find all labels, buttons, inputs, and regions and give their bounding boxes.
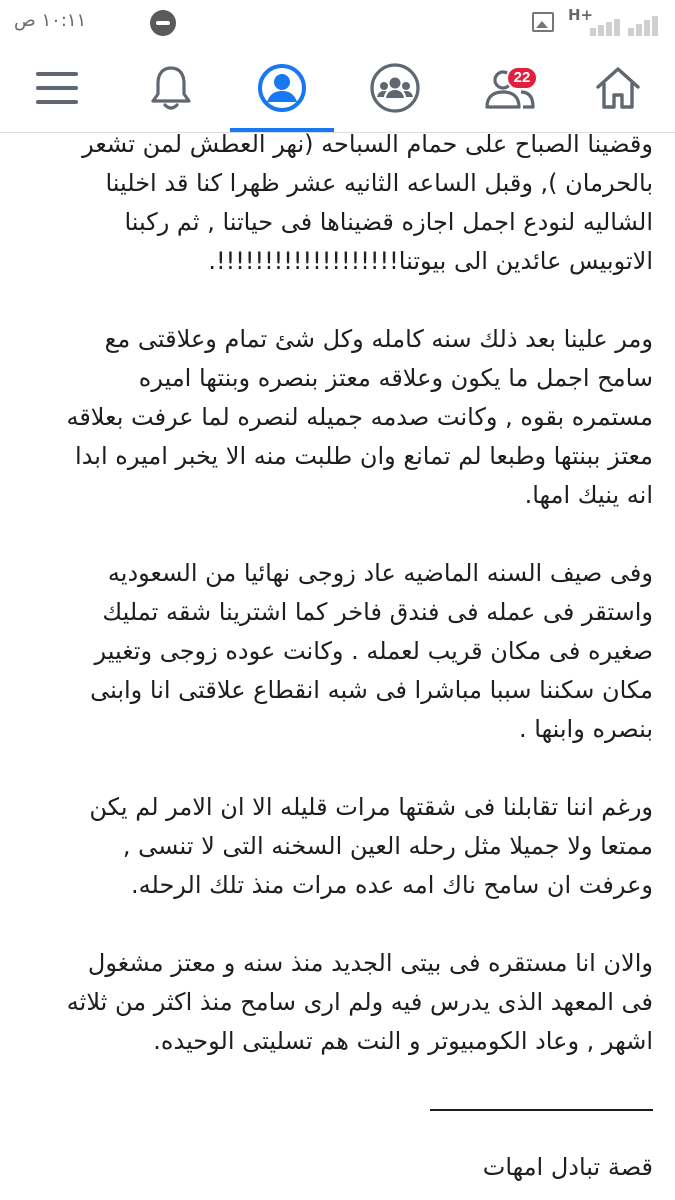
- paragraph: والان انا مستقره فى بيتى الجديد منذ سنه و معتز مشغول فى المعهد الذى يدرس فيه ولم ارى سامح منذ اكثر من ثلاثه اشهر , وعاد الكومبيوتر و النت هم تسليتى الوحيده.: [66, 949, 653, 1055]
- paragraph: وفى صيف السنه الماضيه عاد زوجى نهائيا من السعوديه واستقر فى عمله فى فندق فاخر كما اشترينا شقه تمليك صغيره فى مكان قريب لعمله . وكانت عوده زوجى وتغيير مكان سكننا سببا مباشرا فى شبه انقطاع علاقتى انا وابنى بنصره وابنها .: [90, 559, 653, 743]
- friend-requests-badge: 22: [506, 66, 538, 90]
- home-icon: [594, 65, 642, 111]
- menu-button[interactable]: [12, 44, 102, 132]
- active-tab-indicator: [230, 128, 334, 132]
- article-text: [23, 133, 653, 1100]
- groups-tab[interactable]: [350, 44, 440, 132]
- profile-tab[interactable]: [237, 44, 327, 132]
- image-notification-icon: [532, 12, 554, 32]
- profile-icon: [256, 62, 308, 114]
- status-bar: [0, 0, 675, 44]
- paragraph: وقضينا الصباح على حمام السباحه (نهر العطش لمن تشعر بالحرمان ), وقبل الساعه الثانيه عشر ظهرا كنا قد اخلينا الشاليه لنودع اجمل اجازه قضيناها فى حياتنا , ثم ركبنا الاتوبيس عائدين الى بيوتنا!!!!!!!!!!!!!!!!!!!.: [82, 133, 653, 275]
- divider: [430, 1109, 653, 1111]
- story-title-link[interactable]: قصة تبادل امهات: [482, 1153, 653, 1181]
- paragraph: ورغم اننا تقابلنا فى شقتها مرات قليله الا ان الامر لم يكن ممتعا ولا جميلا مثل رحله العين السخنه التى لا تنسى , وعرفت ان سامح ناك امه عده مرات منذ تلك الرحله.: [89, 793, 653, 899]
- home-tab[interactable]: [573, 44, 663, 132]
- paragraph: ومر علينا بعد ذلك سنه كامله وكل شئ تمام وعلاقتى مع سامح اجمل ما يكون وعلاقه معتز بنصره وبنتها اميره مستمره بقوه , وكانت صدمه جميله لنصره لما عرفت بعلاقه معتز ببنتها وطبعا لم تمانع وان طلبت منه الا يخبر اميره ابدا انه ينيك امها.: [66, 325, 653, 509]
- notifications-button[interactable]: [126, 44, 216, 132]
- menu-icon: [34, 68, 80, 108]
- top-navigation: [0, 44, 675, 133]
- bell-icon: [149, 64, 193, 112]
- groups-icon: [369, 62, 421, 114]
- signal-icon: [588, 12, 658, 36]
- friend-requests-tab[interactable]: [465, 44, 555, 132]
- do-not-disturb-icon: [150, 10, 176, 36]
- clock: ١٠:١١ ص: [14, 10, 87, 31]
- article-body: [0, 133, 675, 1200]
- network-type: H+: [568, 6, 594, 24]
